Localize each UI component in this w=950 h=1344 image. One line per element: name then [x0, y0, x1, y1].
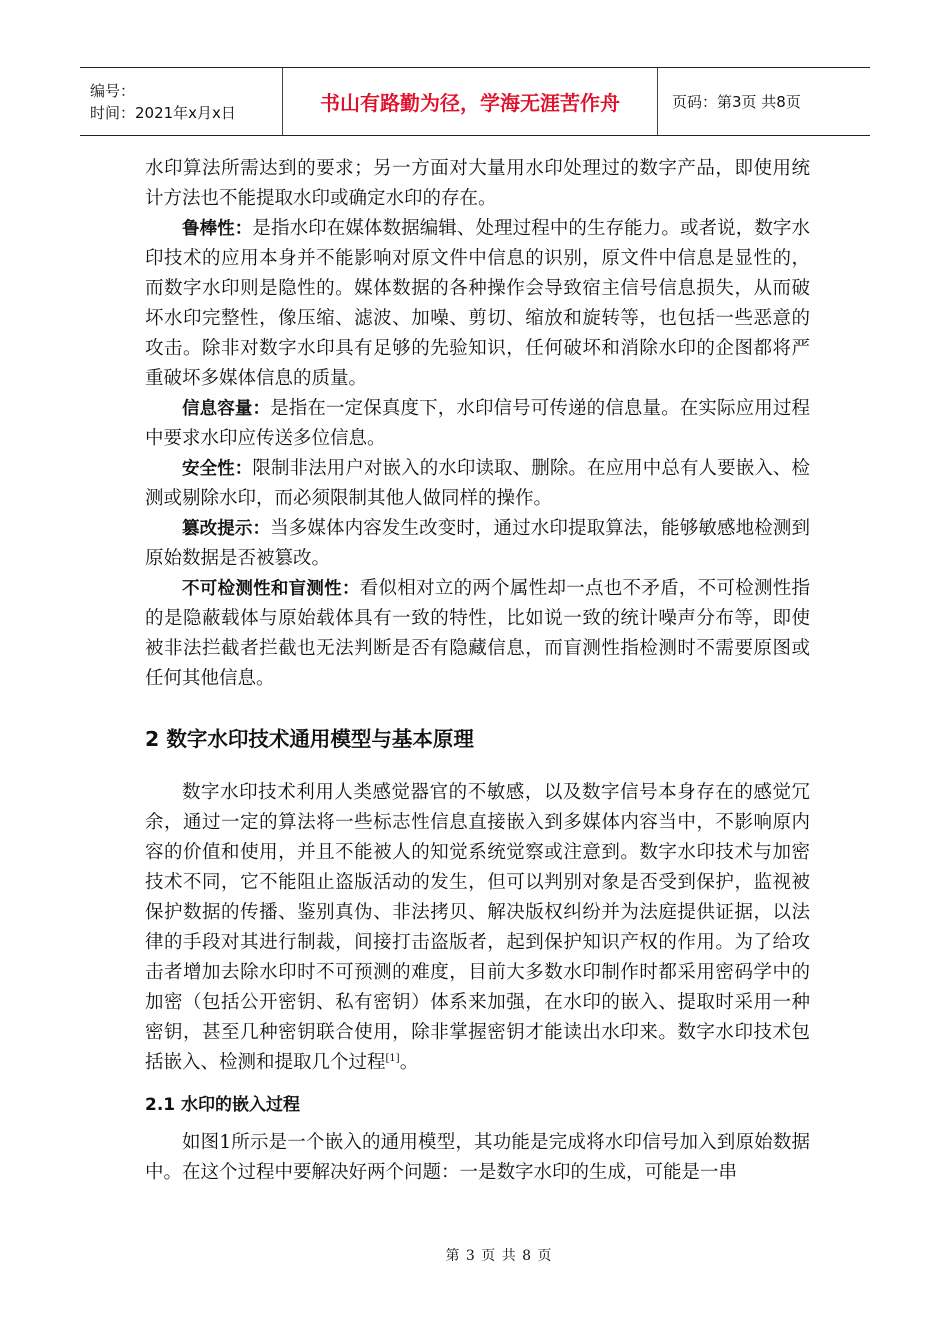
capacity-text: 是指在一定保真度下，水印信号可传递的信息量。在实际应用过程中要求水印应传送多位信息。 [145, 398, 810, 449]
header-page-info: 页码：第3页 共8页 [672, 93, 801, 111]
paragraph-capacity [145, 394, 810, 454]
paragraph-intro: 水印算法所需达到的要求；另一方面对大量用水印处理过的数字产品，即使用统计方法也不能提取水印或确定水印的存在。 [145, 158, 810, 209]
robustness-text: 是指水印在媒体数据编辑、处理过程中的生存能力。或者说，数字水印技术的应用本身并不能影响对原文件中信息的识别，原文件中信息是显性的，而数字水印则是隐性的。媒体数据的各种操作会导致宿主信号信息损失，从而破坏水印完整性，像压缩、滤波、加噪、剪切、缩放和旋转等，也包括一些恶意的攻击。除非对数字水印具有足够的先验知识，任何破坏和消除水印的企图都将严重破坏多媒体信息的质量。 [145, 218, 811, 389]
undetectability-text: 看似相对立的两个属性却一点也不矛盾，不可检测性指的是隐蔽载体与原始载体具有一致的特性，比如说一致的统计噪声分布等，即使被非法拦截者拦截也无法判断是否有隐藏信息，而盲测性指检测时不需要原图或任何其他信息。 [145, 578, 810, 689]
paragraph-section-2-1: 如图1所示是一个嵌入的通用模型，其功能是完成将水印信号加入到原始数据中。在这个过程中要解决好两个问题：一是数字水印的生成，可能是一串 [145, 1132, 810, 1183]
paragraph-tamper [145, 514, 810, 574]
paragraph-undetectability [145, 574, 810, 694]
page-footer: 第 3 页 共 8 页 [445, 1248, 553, 1264]
section-2-end: 。 [399, 1052, 419, 1073]
tamper-text: 当多媒体内容发生改变时，通过水印提取算法，能够敏感地检测到原始数据是否被篡改。 [145, 518, 810, 569]
document-number-label: 编号： [90, 81, 136, 100]
citation-marker: [1] [385, 1052, 400, 1064]
term-robustness: 鲁棒性： [182, 219, 253, 239]
page-header [80, 67, 870, 136]
term-security: 安全性： [182, 459, 253, 479]
section-2-text: 数字水印技术利用人类感觉器官的不敏感，以及数字信号本身存在的感觉冗余，通过一定的算法将一些标志性信息直接嵌入到多媒体内容当中，不影响原内容的价值和使用，并且不能被人的知觉系统觉察或注意到。数字水印技术与加密技术不同，它不能阻止盗版活动的发生，但可以判别对象是否受到保护，监视被保护数据的传播、鉴别真伪、非法拷贝、解决版权纠纷并为法庭提供证据，以法律的手段对其进行制裁，间接打击盗版者，起到保护知识产权的作用。为了给攻击者增加去除水印时不可预测的难度，目前大多数水印制作时都采用密码学中的加密（包括公开密钥、私有密钥）体系来加强，在水印的嵌入、提取时采用一种密钥，甚至几种密钥联合使用，除非掌握密钥才能读出水印来。数字水印技术包括嵌入、检测和提取几个过程 [145, 782, 810, 1073]
document-body [145, 154, 810, 1188]
paragraph-security [145, 454, 810, 514]
section-2-1-heading: 2.1 水印的嵌入过程 [145, 1095, 301, 1115]
paragraph-robustness [145, 214, 810, 394]
term-capacity: 信息容量： [182, 399, 271, 419]
document-time: 时间：2021年x月x日 [90, 103, 236, 122]
term-tamper: 篡改提示： [182, 519, 271, 539]
header-meta [80, 68, 283, 135]
term-undetectability: 不可检测性和盲测性： [182, 579, 360, 599]
paragraph-section-2 [145, 778, 810, 1078]
section-2-heading: 2 数字水印技术通用模型与基本原理 [145, 727, 474, 751]
header-motto: 书山有路勤为径，学海无涯苦作舟 [283, 68, 658, 135]
security-text: 限制非法用户对嵌入的水印读取、删除。在应用中总有人要嵌入、检测或剔除水印，而必须限制其他人做同样的操作。 [145, 458, 811, 509]
